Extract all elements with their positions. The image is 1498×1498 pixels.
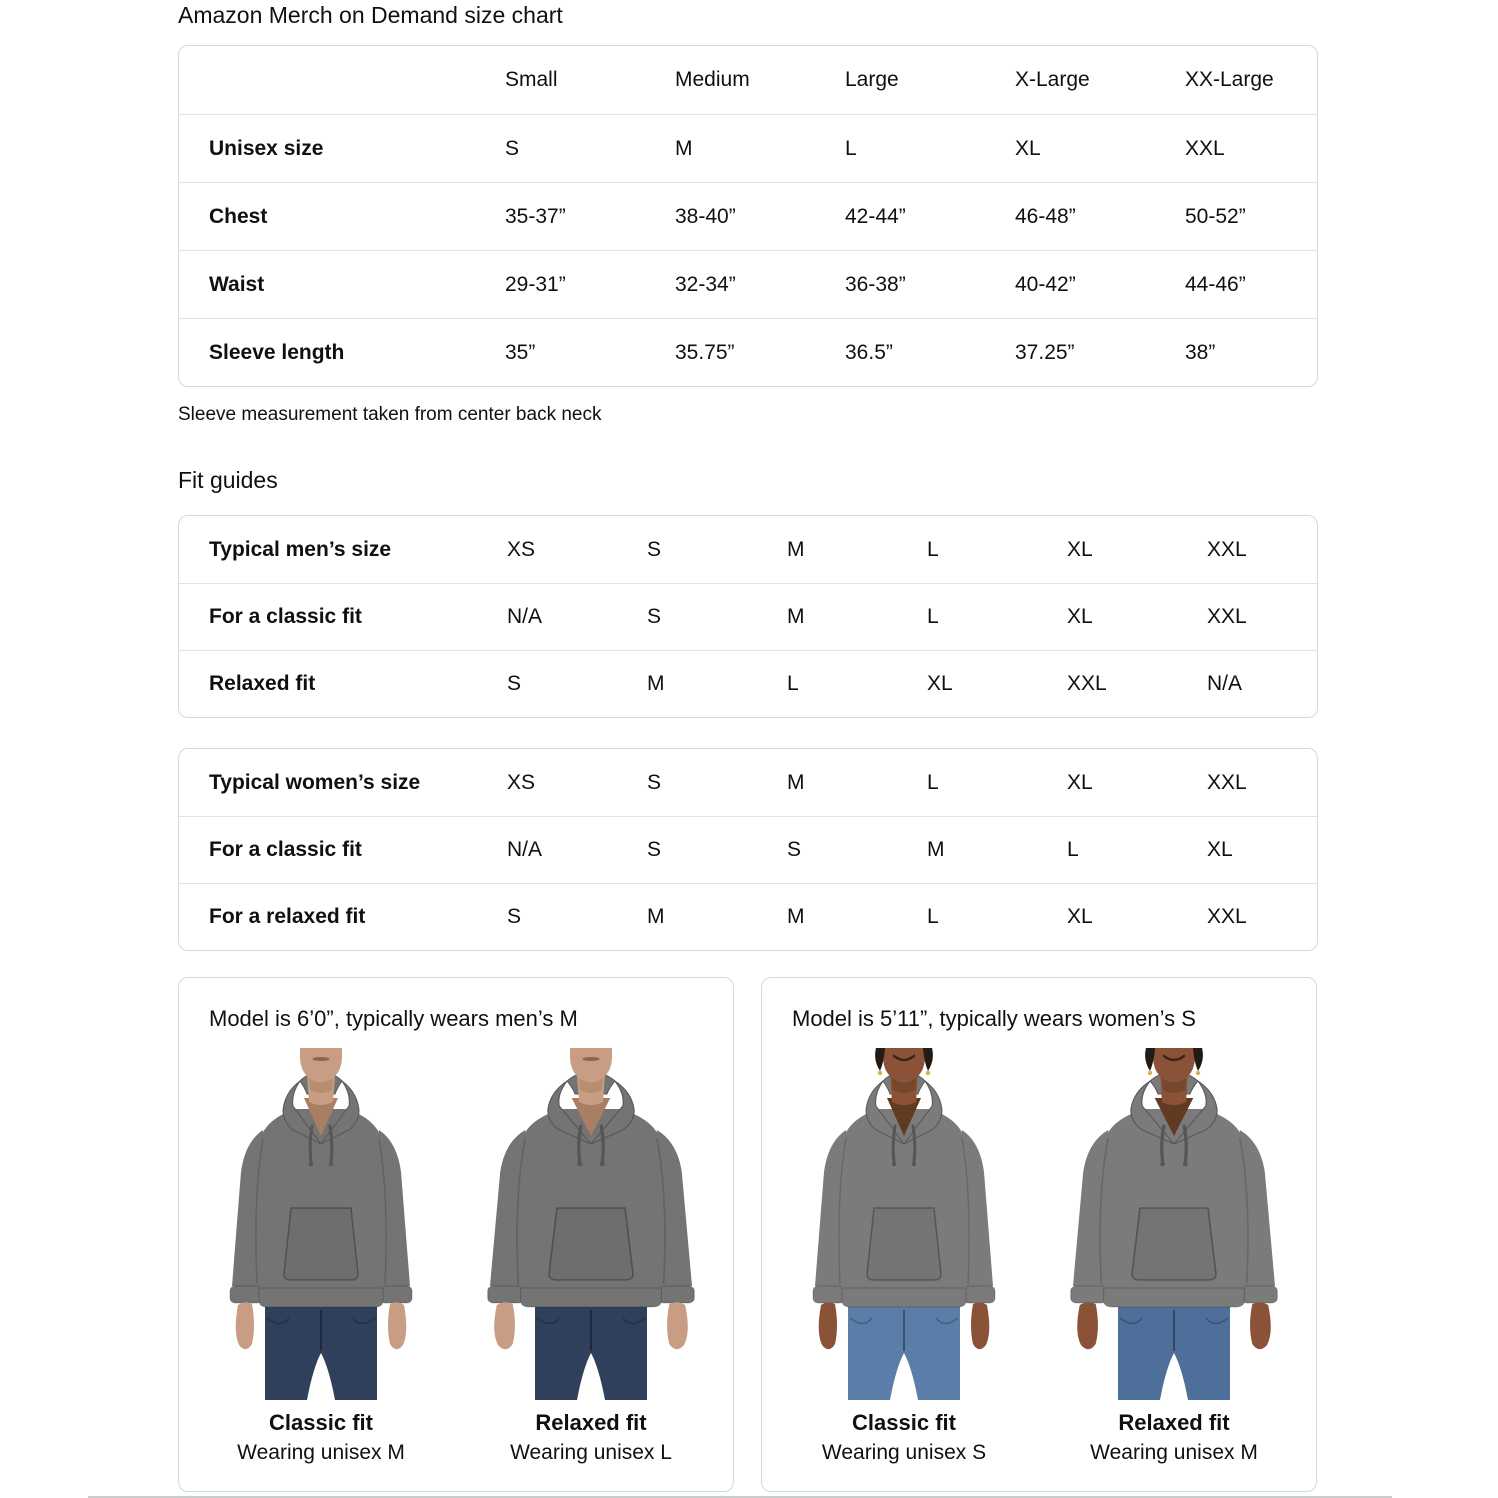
wearing-size: Wearing unisex M [1090, 1441, 1258, 1465]
size-cell: XXL [1207, 770, 1247, 794]
table-row-womens-relaxed-fit [179, 883, 1317, 950]
fit-name: Relaxed fit [1118, 1410, 1230, 1436]
size-cell: XS [507, 770, 536, 794]
row-label: Sleeve length [209, 340, 345, 364]
womens-relaxed-figure [1051, 1048, 1297, 1465]
size-cell: 35” [505, 340, 536, 364]
size-cell: XXL [1207, 605, 1247, 629]
size-cell: M [787, 605, 805, 629]
size-cell: 50-52” [1185, 204, 1246, 228]
size-cell: S [647, 770, 662, 794]
fit-guides-heading: Fit guides [178, 467, 278, 494]
size-cell: 29-31” [505, 272, 566, 296]
size-cell: XL [1067, 605, 1093, 629]
size-cell: L [927, 770, 939, 794]
row-label: Chest [209, 204, 268, 228]
size-cell: M [647, 672, 665, 696]
size-cell: 36-38” [845, 272, 906, 296]
size-cell: XL [1067, 905, 1093, 929]
size-cell: XL [1067, 537, 1093, 561]
size-cell: 36.5” [845, 340, 893, 364]
row-label: Unisex size [209, 136, 324, 160]
size-cell: XL [1067, 770, 1093, 794]
column-header-small: Small [505, 68, 558, 92]
size-cell: XS [507, 537, 536, 561]
column-header-x-large: X-Large [1015, 68, 1090, 92]
size-cell: XXL [1067, 672, 1107, 696]
size-cell: 35.75” [675, 340, 735, 364]
size-cell: S [647, 537, 662, 561]
fit-name: Relaxed fit [535, 1410, 647, 1436]
table-row-mens-relaxed-fit [179, 650, 1317, 717]
size-cell: M [927, 838, 945, 862]
page-title: Amazon Merch on Demand size chart [178, 2, 563, 28]
size-cell: XL [927, 672, 953, 696]
size-cell: S [787, 838, 802, 862]
wearing-size: Wearing unisex M [237, 1441, 405, 1465]
womens-card-title: Model is 5’11”, typically wears women’s S [792, 1006, 1196, 1032]
size-chart-header-row [179, 46, 1317, 114]
jeans [848, 1302, 960, 1400]
size-cell: L [927, 605, 939, 629]
size-cell: S [507, 905, 522, 929]
womens-classic-model-photo [784, 1048, 1024, 1400]
size-cell: S [505, 136, 520, 160]
row-label: Typical women’s size [209, 770, 421, 794]
size-cell: 40-42” [1015, 272, 1076, 296]
jeans [265, 1302, 377, 1400]
size-cell: L [845, 136, 857, 160]
row-label: For a classic fit [209, 838, 362, 862]
mens-model-card [178, 977, 734, 1492]
size-cell: N/A [507, 605, 543, 629]
table-row-typical-womens-size [179, 749, 1317, 816]
size-cell: XXL [1207, 537, 1247, 561]
womens-model-card [761, 977, 1317, 1492]
size-cell: 46-48” [1015, 204, 1076, 228]
size-cell: M [675, 136, 693, 160]
size-cell: S [647, 605, 662, 629]
mens-card-title: Model is 6’0”, typically wears men’s M [209, 1006, 578, 1032]
fit-name: Classic fit [852, 1410, 956, 1436]
row-label: Waist [209, 272, 265, 296]
jeans [1118, 1302, 1230, 1400]
size-cell: L [787, 672, 799, 696]
mens-classic-figure [198, 1048, 444, 1465]
size-cell: 44-46” [1185, 272, 1246, 296]
size-cell: XL [1207, 838, 1233, 862]
head [1145, 1048, 1203, 1105]
size-cell: 38-40” [675, 204, 736, 228]
row-label: Relaxed fit [209, 672, 316, 696]
size-cell: XXL [1185, 136, 1225, 160]
size-cell: M [787, 905, 805, 929]
table-row-womens-classic-fit [179, 816, 1317, 883]
mens-relaxed-figure [468, 1048, 714, 1465]
fit-name: Classic fit [269, 1410, 373, 1436]
row-label: Typical men’s size [209, 537, 392, 561]
size-cell: XL [1015, 136, 1041, 160]
mens-classic-model-photo [201, 1048, 441, 1400]
mens-relaxed-model-photo [471, 1048, 711, 1400]
wearing-size: Wearing unisex S [821, 1441, 987, 1465]
size-cell: M [787, 770, 805, 794]
womens-relaxed-model-photo [1054, 1048, 1294, 1400]
model-cards [178, 977, 1318, 1492]
table-row-sleeve-length [179, 318, 1317, 386]
size-cell: N/A [507, 838, 543, 862]
table-row-mens-classic-fit [179, 583, 1317, 650]
size-cell: L [927, 537, 939, 561]
size-cell: 35-37” [505, 204, 566, 228]
table-row-typical-mens-size [179, 516, 1317, 583]
size-cell: XXL [1207, 905, 1247, 929]
size-chart-table [178, 45, 1318, 387]
size-cell: 42-44” [845, 204, 906, 228]
womens-fit-guide-table [178, 748, 1318, 951]
wearing-size: Wearing unisex L [510, 1441, 672, 1465]
mens-fit-guide-table [178, 515, 1318, 718]
head [875, 1048, 933, 1105]
size-cell: 37.25” [1015, 340, 1075, 364]
size-cell: 32-34” [675, 272, 736, 296]
size-cell: L [927, 905, 939, 929]
row-label: For a classic fit [209, 605, 362, 629]
column-header-large: Large [845, 68, 899, 92]
size-cell: M [787, 537, 805, 561]
table-row-unisex-size [179, 114, 1317, 182]
size-cell: M [647, 905, 665, 929]
womens-classic-figure [781, 1048, 1027, 1465]
size-cell: L [1067, 838, 1079, 862]
size-cell: S [647, 838, 662, 862]
size-cell: N/A [1207, 672, 1243, 696]
size-cell: S [507, 672, 522, 696]
table-row-waist [179, 250, 1317, 318]
column-header-xx-large: XX-Large [1185, 68, 1274, 92]
column-header-medium: Medium [675, 68, 750, 92]
size-cell: 38” [1185, 340, 1216, 364]
jeans [535, 1302, 647, 1400]
row-label: For a relaxed fit [209, 905, 366, 929]
sleeve-measurement-note: Sleeve measurement taken from center back neck [178, 404, 602, 426]
table-row-chest [179, 182, 1317, 250]
